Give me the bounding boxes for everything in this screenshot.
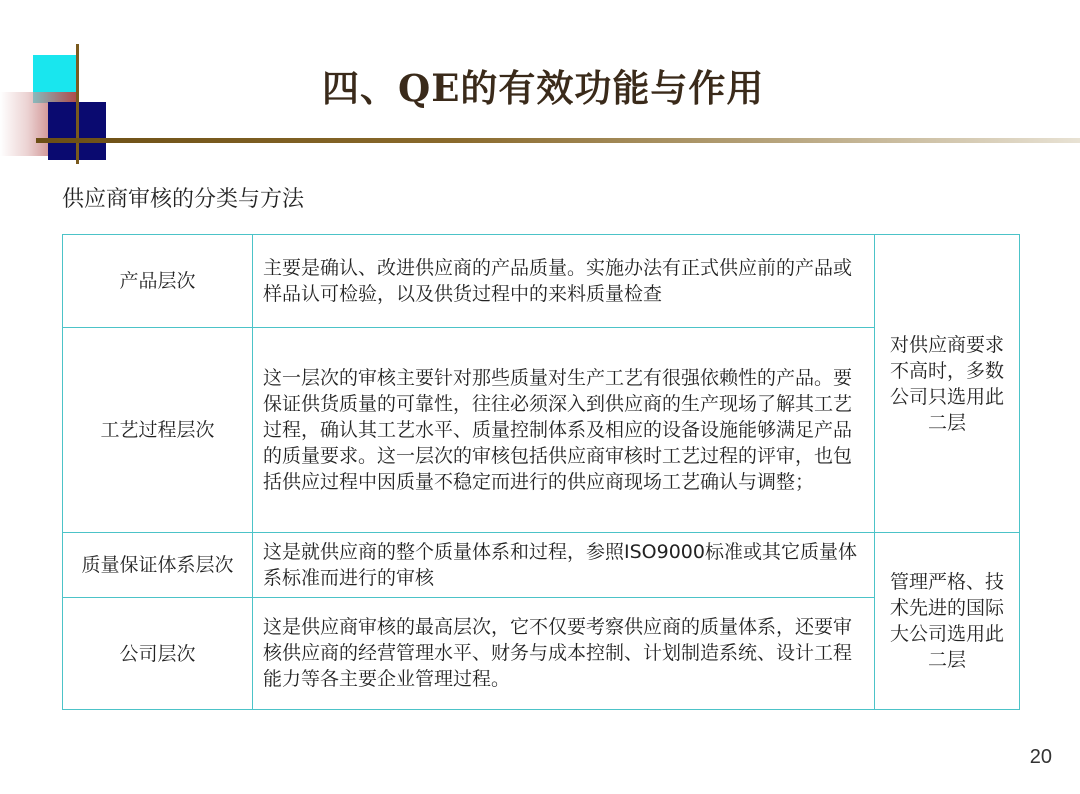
section-subtitle: 供应商审核的分类与方法 bbox=[62, 187, 305, 212]
note-cell: 对供应商要求不高时，多数公司只选用此二层 bbox=[875, 235, 1020, 533]
level-cell: 工艺过程层次 bbox=[63, 328, 253, 533]
title-underline-decoration bbox=[36, 138, 1080, 143]
table-row bbox=[63, 235, 1020, 328]
description-cell: 这是就供应商的整个质量体系和过程，参照ISO9000标准或其它质量体系标准而进行的审核 bbox=[253, 533, 875, 598]
note-cell: 管理严格、技术先进的国际大公司选用此二层 bbox=[875, 533, 1020, 710]
supplier-audit-table bbox=[62, 234, 1020, 710]
corner-decoration bbox=[0, 0, 140, 170]
slide-title: 四、QE的有效功能与作用 bbox=[322, 66, 765, 110]
page-number: 20 bbox=[1029, 746, 1052, 768]
level-cell: 质量保证体系层次 bbox=[63, 533, 253, 598]
level-cell: 产品层次 bbox=[63, 235, 253, 328]
table-row bbox=[63, 533, 1020, 598]
description-cell: 这一层次的审核主要针对那些质量对生产工艺有很强依赖性的产品。要保证供货质量的可靠性，往往必须深入到供应商的生产现场了解其工艺过程，确认其工艺水平、质量控制体系及相应的设备设施能够满足产品的质量要求。这一层次的审核包括供应商审核时工艺过程的评审，也包括供应过程中因质量不稳定而进行的供应商现场工艺确认与调整； bbox=[253, 328, 875, 533]
level-cell: 公司层次 bbox=[63, 598, 253, 710]
vertical-line-decoration bbox=[76, 44, 79, 164]
description-cell: 这是供应商审核的最高层次，它不仅要考察供应商的质量体系，还要审核供应商的经营管理水平、财务与成本控制、计划制造系统、设计工程能力等各主要企业管理过程。 bbox=[253, 598, 875, 710]
description-cell: 主要是确认、改进供应商的产品质量。实施办法有正式供应前的产品或样品认可检验，以及供货过程中的来料质量检查 bbox=[253, 235, 875, 328]
